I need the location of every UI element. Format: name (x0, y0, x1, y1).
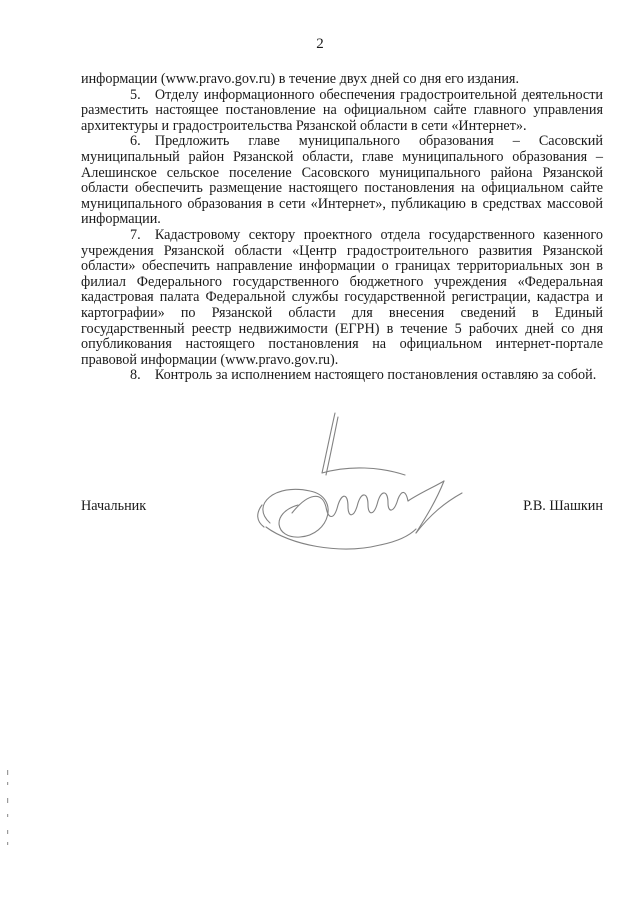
paragraph-continuation: информации (www.pravo.gov.ru) в течение двух дней со дня его издания. (81, 71, 519, 87)
paragraph-item-5: 5. Отделу информационного обеспечения градостроительной деятельности разместить настоящее постановление на официальном сайте главного управления архитектуры и градостроительства Рязанской области в сети «Интернет». (81, 86, 603, 134)
paragraph-item-7: 7. Кадастровому сектору проектного отдела государственного казенного учреждения Рязанской области «Центр градостроительного развития Рязанской области» обеспечить направление информации о границах территориальных зон в филиал Федерального государственного бюджетного учреждения «Федеральная кадастровая палата Федеральной службы государственной регистрации, кадастра и картографии» по Рязанской области для внесения сведений в Единый государственный реестр недвижимости (ЕГРН) в течение 5 рабочих дней со дня опубликования настоящего постановления на официальном интернет-портале правовой информации (www.pravo.gov.ru). (81, 226, 603, 368)
signer-position: Начальник (81, 498, 147, 514)
handwritten-signature (230, 395, 490, 565)
document-body (81, 72, 603, 384)
page-number: 2 (316, 36, 324, 52)
paragraph-item-6: 6. Предложить главе муниципального образования – Сасовский муниципальный район Рязанской области, главе муниципального образования – Алешинское сельское поселение Сасовского муниципального района Рязанской области обеспечить размещение настоящего постановления на официальном сайте муниципального образования в сети «Интернет», публикацию в средствах массовой информации. (81, 133, 603, 228)
scan-margin-marks (6, 770, 10, 850)
signer-name: Р.В. Шашкин (523, 498, 603, 514)
paragraph-item-8: 8. Контроль за исполнением настоящего постановления оставляю за собой. (130, 367, 597, 384)
